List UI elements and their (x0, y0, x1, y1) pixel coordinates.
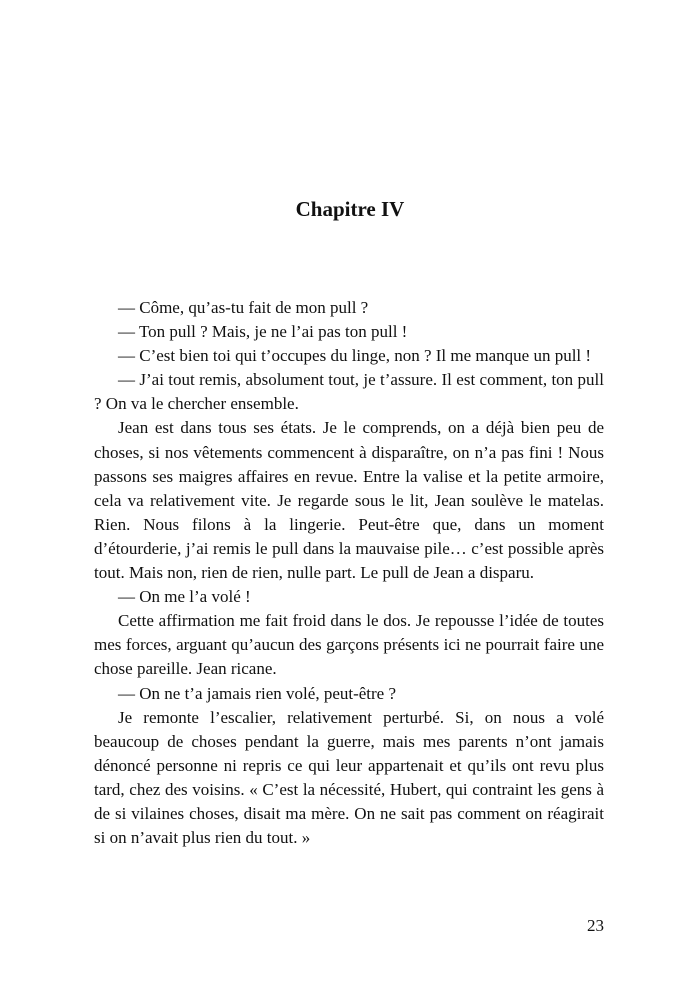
page-number: 23 (587, 916, 604, 935)
paragraph: — J’ai tout remis, absolument tout, je t’assure. Il est comment, ton pull ? On va le chercher ensemble. (94, 370, 604, 414)
paragraph: — On me l’a volé ! (118, 587, 251, 607)
paragraph: Cette affirmation me fait froid dans le dos. Je repousse l’idée de toutes mes forces, arguant qu’aucun des garçons présents ici ne pourrait faire une chose pareille. Jean ricane. (94, 611, 604, 679)
paragraph: Je remonte l’escalier, relativement perturbé. Si, on nous a volé beaucoup de choses pendant la guerre, mais mes parents n’ont jamais dénoncé personne ni repris ce qui leur appartenait et qu’ils ont revu plus tard, chez des voisins. « C’est la nécessité, Hubert, qui contraint les gens à de si vilaines choses, disait ma mère. On ne sait pas comment on réagirait si on n’avait plus rien du tout. » (94, 707, 604, 848)
paragraph: — Ton pull ? Mais, je ne l’ai pas ton pull ! (118, 322, 408, 342)
paragraph: — Côme, qu’as-tu fait de mon pull ? (118, 298, 369, 317)
chapter-body (94, 296, 604, 850)
paragraph: — C’est bien toi qui t’occupes du linge, non ? Il me manque un pull ! (118, 346, 592, 366)
chapter-title: Chapitre IV (295, 197, 405, 221)
paragraph: — On ne t’a jamais rien volé, peut-être ? (118, 683, 397, 703)
paragraph: Jean est dans tous ses états. Je le comprends, on a déjà bien peu de choses, si nos vêtements commencent à disparaître, on n’a pas fini ! Nous passons ses maigres affaires en revue. Entre la valise et la petite armoire, cela va relativement vite. Je regarde sous le lit, Jean soulève le matelas. Rien. Nous filons à la lingerie. Peut-être que, dans un moment d’étourderie, j’ai remis le pull dans la mauvaise pile… c’est possible après tout. Mais non, rien de rien, nulle part. Le pull de Jean a disparu. (94, 418, 604, 583)
